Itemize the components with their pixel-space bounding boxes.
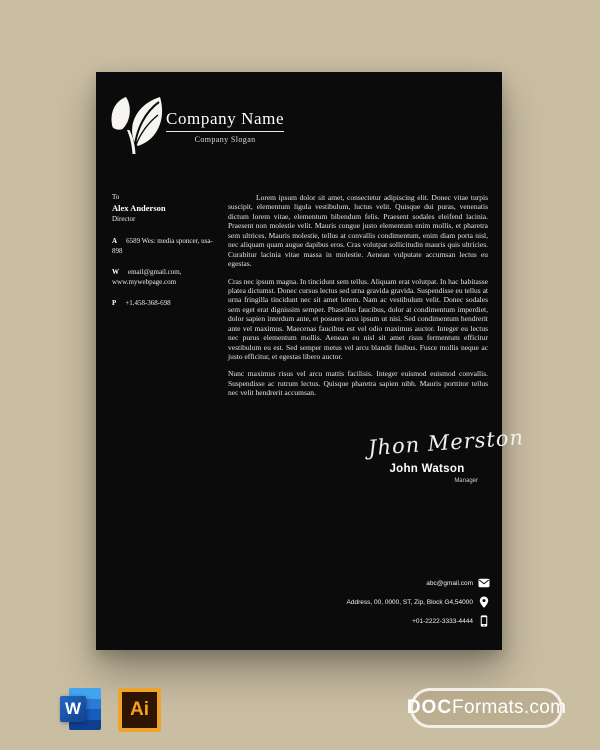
web-label: W bbox=[112, 267, 119, 276]
phone-label: P bbox=[112, 299, 117, 308]
company-name: Company Name bbox=[166, 109, 284, 132]
footer-phone: +01-2222-3333-4444 bbox=[412, 617, 473, 625]
sender-phone-row bbox=[112, 298, 222, 308]
envelope-icon bbox=[478, 577, 490, 589]
body-paragraph: Nunc maximus risus vel arcu mattis facilisis. Integer euismod euismod convallis. Suspendisse ac rutrum lectus. Quisque pharetra sapien nibh. Mauris porttitor tellus nec velit hendrerit accumsan. bbox=[228, 369, 488, 398]
address-label: A bbox=[112, 236, 118, 245]
illustrator-icon: Ai bbox=[118, 688, 161, 732]
signer-name: John Watson bbox=[389, 463, 465, 475]
footer-email-row bbox=[347, 577, 490, 589]
badge-brand-rest: Formats.com bbox=[452, 697, 567, 718]
word-letter: W bbox=[60, 696, 86, 722]
sender-web: email@gmail.com, www.mywebpage.com bbox=[112, 267, 182, 287]
letterhead-page bbox=[96, 72, 525, 650]
signature-block bbox=[367, 425, 525, 484]
map-pin-icon bbox=[478, 596, 490, 608]
sender-address-row bbox=[112, 236, 222, 256]
to-label: To bbox=[112, 193, 120, 201]
signature-handwriting: Jhon Merston bbox=[367, 425, 525, 461]
docformats-badge[interactable] bbox=[406, 688, 567, 728]
footer-email: abc@gmail.com bbox=[426, 579, 473, 587]
letter-body bbox=[228, 193, 488, 406]
recipient-name: Alex Anderson bbox=[112, 203, 166, 214]
word-icon bbox=[60, 688, 101, 730]
company-slogan: Company Slogan bbox=[194, 135, 256, 144]
footer-address: Address, 00, 0000, ST, Zip, Block G4,54000 bbox=[346, 598, 473, 606]
brand-header bbox=[109, 96, 284, 158]
sender-web-row bbox=[112, 267, 222, 287]
sender-phone: +1.458-368-698 bbox=[125, 299, 171, 308]
body-paragraph: Lorem ipsum dolor sit amet, consectetur adipiscing elit. Donec vitae turpis suscipit, elementum ligula vestibulum, luctus velit. Quisque dui puras, venenatis dictum lorem vitae, elementum bibendum felis. Praesent sodales eleifend lacinia. Praesent non molestie velit. Mauris congue justo elementum enim mollis, et pharetra sem ultrices. Mauris molestie, tellus at convallis condimentum, enim diam porta nisl, nec aliquam quam augue dapibus eros. Cras volutpat sollicitudin mauris quis ultricies. Curabitur lacinia vitae massa in molestie. Aenean vulputate accumsan lectus eu egestas. bbox=[228, 193, 488, 269]
badge-brand-bold: DOC bbox=[406, 697, 453, 718]
signer-role: Manager bbox=[454, 478, 478, 484]
body-paragraph: Cras nec ipsum magna. In tincidunt sem tellus. Aliquam erat volutpat. In hac habitasse platea dictumst. Donec cursus lectus sed urna gravida gravida. Suspendisse eu tellus at urna fringilla tincidunt nec sit amet lorem. Nam ac vestibulum velit. Donec sodales sem eget erat dignissim semper. Phasellus faucibus, dolor at condimentum imperdiet, dolor sapien interdum ante, et posuere arcu ipsum ut nisi. Sed condimentum hendrerit ante vel maximus. Maecenas faucibus est vel odio maximus auctor. Integer eu lectus nec purus elementum mollis. Aenean eu nisl sit amet risus fermentum efficitur vestibulum eu est. Sed semper metus vel arcu blandit finibus. Fusce mollis neque ac justo efficitur, et egestas libero auctor. bbox=[228, 276, 488, 361]
recipient-role: Director bbox=[112, 215, 136, 224]
letterhead-footer bbox=[347, 577, 490, 634]
footer-address-row bbox=[347, 596, 490, 608]
brand-text bbox=[166, 96, 284, 144]
leaf-logo-icon bbox=[109, 96, 163, 158]
footer-phone-row bbox=[347, 615, 490, 627]
recipient-block bbox=[112, 192, 222, 225]
sender-address: 6589 Wes: media sponcer, usa-898 bbox=[112, 236, 213, 255]
file-format-icons bbox=[60, 688, 161, 732]
smartphone-icon bbox=[478, 615, 490, 627]
letter-sidebar bbox=[112, 192, 222, 308]
